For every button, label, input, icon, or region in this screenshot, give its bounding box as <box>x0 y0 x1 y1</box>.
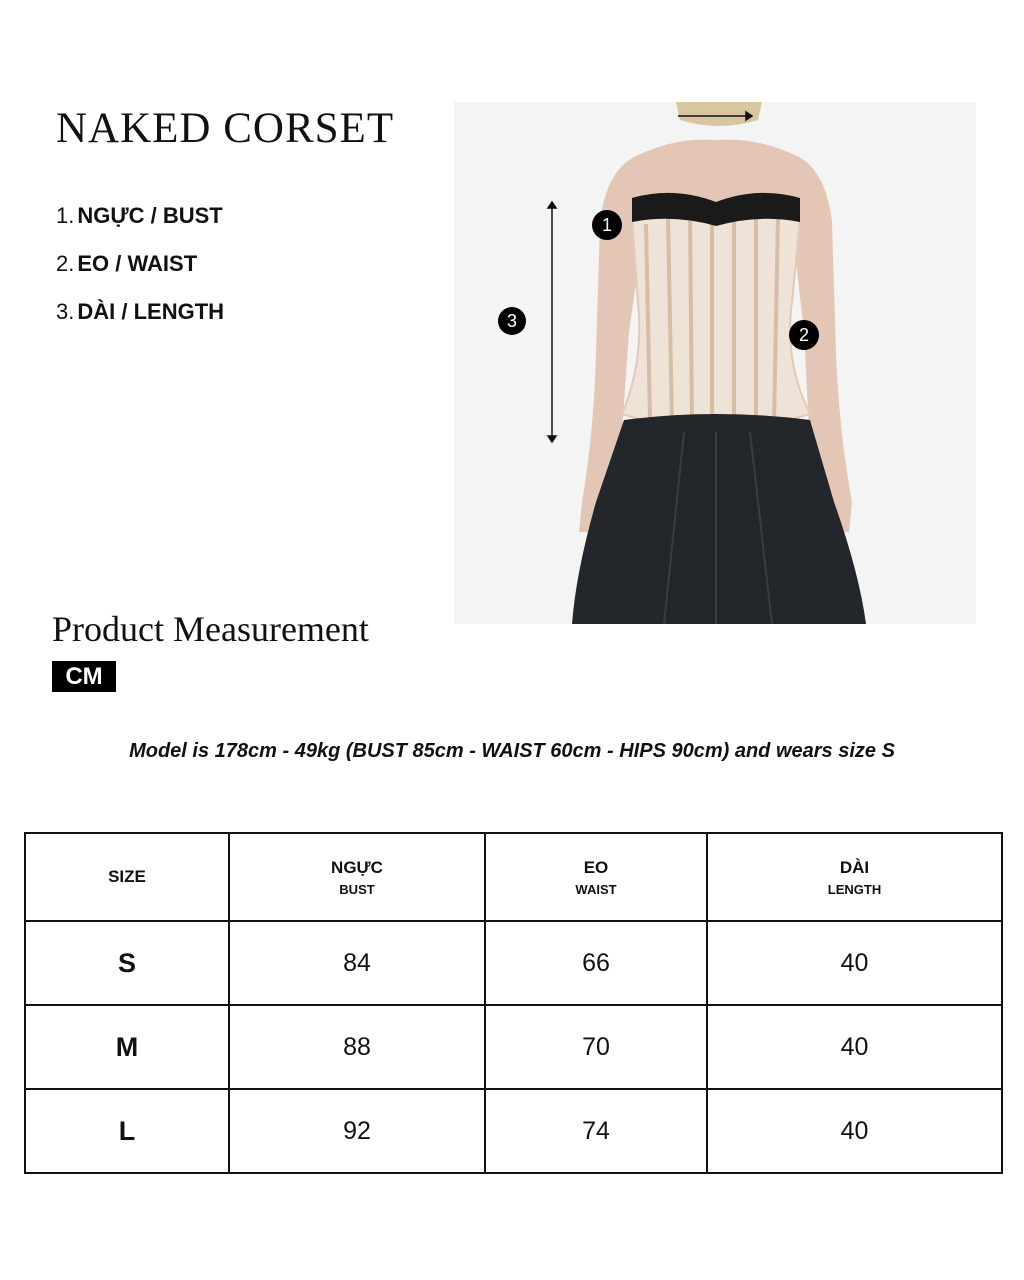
section-title: Product Measurement <box>52 609 369 649</box>
marker-3 <box>498 307 526 335</box>
header-sub: BUST <box>339 881 375 897</box>
cell-bust: 92 <box>229 1089 485 1173</box>
corset-illustration <box>454 102 976 624</box>
measurement-item-length <box>56 288 224 336</box>
cell-size: S <box>25 921 229 1005</box>
cell-size: M <box>25 1005 229 1089</box>
cell-waist: 74 <box>485 1089 707 1173</box>
cell-bust: 88 <box>229 1005 485 1089</box>
header-bust <box>229 833 485 921</box>
cell-waist: 70 <box>485 1005 707 1089</box>
header-main: NGỰC <box>331 857 383 877</box>
marker-1 <box>592 210 622 240</box>
header-length <box>707 833 1002 921</box>
header-sub: LENGTH <box>827 881 882 897</box>
svg-text:3: 3 <box>506 311 518 331</box>
cell-waist: 66 <box>485 921 707 1005</box>
header-main: DÀI <box>839 857 870 877</box>
header-main: EO <box>583 857 609 877</box>
header-waist <box>485 833 707 921</box>
table-row <box>25 1005 1002 1089</box>
measurement-label: DÀI / LENGTH <box>77 299 225 324</box>
table-row <box>25 921 1002 1005</box>
measurement-number: 1. <box>56 203 75 228</box>
measurement-item-waist <box>56 240 224 288</box>
cell-length: 40 <box>707 1005 1002 1089</box>
marker-2 <box>789 320 819 350</box>
svg-text:1: 1 <box>601 215 613 235</box>
measurement-label: NGỰC / BUST <box>77 203 223 228</box>
measurement-item-bust <box>56 192 224 240</box>
cell-bust: 84 <box>229 921 485 1005</box>
unit-badge: CM <box>52 661 116 692</box>
size-table <box>24 832 1003 1174</box>
table-row <box>25 1089 1002 1173</box>
product-photo <box>454 102 976 624</box>
measurement-number: 3. <box>56 299 75 324</box>
cell-length: 40 <box>707 921 1002 1005</box>
cell-length: 40 <box>707 1089 1002 1173</box>
cell-size: L <box>25 1089 229 1173</box>
header-sub: WAIST <box>575 881 617 897</box>
header-main: SIZE <box>108 867 146 886</box>
svg-text:2: 2 <box>798 325 810 345</box>
table-header-row <box>25 833 1002 921</box>
measurement-number: 2. <box>56 251 75 276</box>
header-size <box>25 833 229 921</box>
product-title: NAKED CORSET <box>56 105 395 152</box>
model-note: Model is 178cm - 49kg (BUST 85cm - WAIST 60cm - HIPS 90cm) and wears size S <box>129 740 895 762</box>
measurement-label: EO / WAIST <box>77 251 198 276</box>
measurement-list <box>56 192 224 336</box>
